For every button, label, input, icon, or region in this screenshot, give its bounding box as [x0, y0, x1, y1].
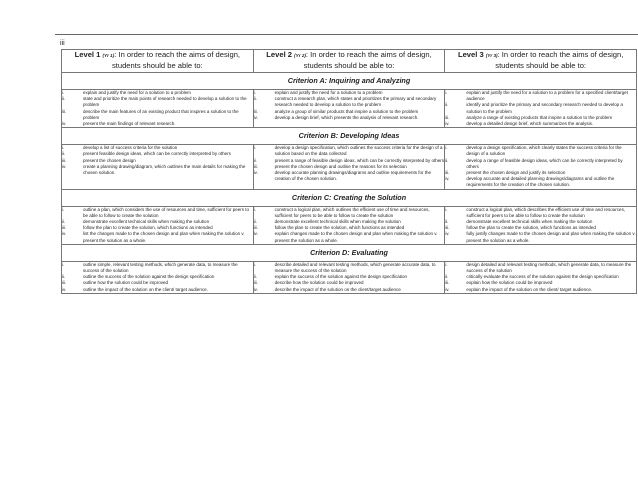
descriptor-text: explain the impact of the solution on the client/ target audience. — [466, 286, 593, 292]
level-title: Level 1 — [74, 50, 101, 59]
descriptor-text: describe the main features of an existing product that inspires a solution to the problem — [83, 108, 239, 120]
descriptor-number: i. — [253, 261, 256, 267]
descriptor-text: present a range of feasible design ideas, which can be correctly interpreted by others — [274, 157, 445, 163]
descriptor-text: develop a design brief, which presents the analysis of relevant research. — [274, 114, 419, 120]
descriptor-number: ii. — [445, 102, 449, 108]
level-1-descriptors — [62, 90, 254, 128]
level-3-header — [445, 50, 637, 73]
page-marker: iii — [60, 40, 65, 47]
descriptor-number: iii. — [445, 114, 450, 120]
descriptor-text: outline the success of the solution against the design specification — [83, 274, 215, 280]
descriptor-item — [254, 145, 445, 157]
descriptor-item — [62, 262, 253, 274]
descriptor-text: explain and justify the need for a solution to a problem — [83, 90, 191, 95]
descriptor-number: iv. — [253, 286, 258, 292]
rubric-table — [61, 49, 637, 294]
descriptor-text: design detailed and relevant testing methods, which generate data, to measure the success of the solution — [466, 261, 632, 274]
criterion-descriptors-row — [62, 90, 637, 128]
descriptor-item — [62, 121, 253, 127]
descriptor-number: iv. — [253, 170, 258, 176]
descriptor-text: explain and justify the need for a solution to a problem — [274, 90, 383, 95]
descriptor-text: demonstrate excellent technical skills when making the solution — [83, 219, 210, 225]
descriptor-number: iv. — [445, 286, 450, 292]
descriptor-text: explain and justify the need for a solution to a problem for a specified client/target audience — [466, 90, 628, 102]
descriptor-number: iv. — [253, 114, 258, 120]
descriptor-text: critically evaluate the success of the solution against the design specification — [466, 274, 619, 280]
descriptor-text: develop a range of feasible design ideas, which can be correctly interpreted by others — [466, 157, 623, 169]
descriptor-text: state and prioritize the main points of research needed to develop a solution to the problem — [83, 96, 247, 108]
descriptor-text: list the changes made to the chosen design and plan when making the solution v. present the solution as a whole. — [83, 231, 245, 243]
descriptor-item — [445, 158, 636, 170]
descriptor-number: iii. — [445, 225, 450, 231]
descriptor-item — [62, 207, 253, 219]
descriptor-number: ii. — [253, 157, 257, 163]
level-2-header — [253, 50, 445, 73]
level-1-descriptors — [62, 206, 254, 244]
level-2-descriptors — [253, 145, 445, 189]
level-intro: : In order to reach the aims of design, students should be able to: — [111, 50, 241, 70]
criterion-header-row — [62, 73, 637, 90]
criterion-header-row — [62, 128, 637, 145]
level-header-row — [62, 50, 637, 73]
level-title: Level 2 — [266, 50, 293, 59]
descriptor-item — [445, 207, 636, 219]
descriptor-text: present the chosen design and justify its selection — [466, 170, 566, 176]
descriptor-number: iii. — [445, 280, 450, 286]
descriptor-item — [254, 262, 445, 274]
descriptor-text: analyze a range of existing products that inspire a solution to the problem — [466, 114, 613, 120]
level-3-descriptors — [445, 90, 637, 128]
level-title: Level 3 — [457, 50, 484, 59]
descriptor-number: ii. — [253, 219, 257, 225]
top-rule — [55, 34, 638, 35]
descriptor-text: follow the plan to create the solution, which functions as intended — [83, 225, 213, 231]
descriptor-item — [254, 287, 445, 293]
descriptor-text: explain the success of the solution against the design specification — [274, 274, 407, 280]
descriptor-number: iii. — [62, 280, 67, 286]
descriptor-item — [62, 287, 253, 293]
descriptor-text: develop a list of success criteria for the solution — [83, 145, 178, 151]
descriptor-number: iii. — [253, 225, 258, 231]
descriptor-number: iv. — [62, 163, 67, 169]
criterion-header-row — [62, 189, 637, 206]
descriptor-text: develop a detailed design brief, which summarizes the analysis. — [466, 121, 594, 127]
criterion-descriptors-row — [62, 261, 637, 293]
descriptor-number: ii. — [62, 274, 66, 280]
descriptor-number: i. — [445, 145, 448, 151]
descriptor-text: explain how the solution could be improved — [466, 280, 553, 286]
descriptor-item — [445, 102, 636, 114]
descriptor-number: iii. — [253, 163, 258, 169]
level-2-descriptors — [253, 261, 445, 293]
descriptor-number: i. — [253, 90, 256, 95]
level-year: (Yr 2) — [294, 53, 306, 58]
criterion-title: Criterion A: Inquiring and Analyzing — [62, 73, 637, 90]
descriptor-number: i. — [253, 206, 256, 212]
descriptor-item — [254, 115, 445, 121]
descriptor-text: demonstrate excellent technical skills when making the solution — [274, 219, 401, 225]
descriptor-text: outline the impact of the solution on the client/ target audience. — [83, 286, 208, 292]
descriptor-number: ii. — [445, 157, 449, 163]
descriptor-item — [445, 90, 636, 102]
level-intro: : In order to reach the aims of design, students should be able to: — [495, 50, 624, 70]
descriptor-text: construct a logical plan, which outlines the efficient use of time and resources, sufficient for peers to be able to follow to create the solution — [274, 206, 430, 218]
descriptor-number: i. — [62, 90, 65, 95]
descriptor-number: i. — [62, 261, 65, 267]
level-intro: : In order to reach the aims of design, students should be able to: — [303, 50, 432, 70]
descriptor-number: iii. — [253, 280, 258, 286]
descriptor-text: present the chosen design and outline the reasons for its selection — [274, 163, 407, 169]
descriptor-number: i. — [62, 145, 65, 151]
descriptor-item — [445, 145, 636, 157]
descriptor-number: ii. — [253, 274, 257, 280]
descriptor-text: outline how the solution could be improved — [83, 280, 169, 286]
descriptor-number: ii. — [445, 219, 449, 225]
level-3-descriptors — [445, 261, 637, 293]
descriptor-number: iv. — [253, 231, 258, 237]
descriptor-text: explain changes made to the chosen design and plan when making the solution v. present the solution as a whole. — [274, 231, 438, 243]
descriptor-text: describe the impact of the solution on the client/target audience — [274, 286, 401, 292]
descriptor-text: outline a plan, which considers the use of resources and time, sufficient for peers to be able to follow to create the solution — [83, 206, 250, 218]
descriptor-number: iii. — [62, 157, 67, 163]
descriptor-number: ii. — [62, 219, 66, 225]
descriptor-text: present feasible design ideas, which can be correctly interpreted by others — [83, 151, 231, 157]
descriptor-item — [254, 96, 445, 108]
descriptor-item — [445, 231, 636, 243]
descriptor-text: describe detailed and relevant testing methods, which generate accurate data, to measure the success of the solution — [274, 261, 436, 274]
descriptor-number: iii. — [62, 108, 67, 114]
descriptor-item — [445, 176, 636, 188]
criterion-header-row — [62, 244, 637, 261]
descriptor-text: develop a design specification, which clearly states the success criteria for the design of a solution — [466, 145, 622, 157]
descriptor-text: develop a design specification, which outlines the success criteria for the design of a solution based on the data collected — [274, 145, 443, 157]
criterion-title: Criterion B: Developing Ideas — [62, 128, 637, 145]
criterion-title: Criterion D: Evaluating — [62, 244, 637, 261]
descriptor-number: iii. — [445, 170, 450, 176]
descriptor-item — [62, 96, 253, 108]
level-1-descriptors — [62, 261, 254, 293]
descriptor-number: iv. — [62, 231, 67, 237]
descriptor-number: iv. — [62, 121, 67, 127]
descriptor-number: i. — [62, 206, 65, 212]
descriptor-text: construct a research plan, which states and prioritizes the primary and secondary research needed to develop a solution to the problem — [274, 96, 437, 108]
criterion-title: Criterion C: Creating the Solution — [62, 189, 637, 206]
descriptor-number: iv. — [445, 176, 450, 182]
criterion-descriptors-row — [62, 145, 637, 189]
descriptor-text: demonstrate excellent technical skills when making the solution — [466, 219, 593, 225]
descriptor-item — [445, 121, 636, 127]
level-3-descriptors — [445, 206, 637, 244]
descriptor-number: iii. — [62, 225, 67, 231]
descriptor-number: ii. — [253, 96, 257, 102]
descriptor-text: present the chosen design — [83, 157, 136, 163]
level-1-descriptors — [62, 145, 254, 189]
descriptor-text: follow the plan to create the solution, which functions as intended — [466, 225, 596, 231]
descriptor-number: iv. — [445, 231, 450, 237]
descriptor-number: iv. — [62, 286, 67, 292]
descriptor-text: outline simple, relevant testing methods, which generate data, to measure the success of the solution — [83, 261, 238, 274]
descriptor-item — [254, 170, 445, 182]
descriptor-number: i. — [445, 206, 448, 212]
descriptor-item — [445, 287, 636, 293]
descriptor-text: describe how the solution could be improved — [274, 280, 364, 286]
level-2-descriptors — [253, 90, 445, 128]
level-year: (Yr 1) — [102, 53, 115, 58]
descriptor-number: i. — [445, 90, 448, 95]
descriptor-text: present the main findings of relevant research. — [83, 121, 176, 127]
descriptor-text: construct a logical plan, which describes the efficient use of time and resources, sufficient for peers to be able to follow to create the solution — [466, 206, 626, 218]
descriptor-item — [62, 231, 253, 243]
descriptor-text: develop accurate planning drawings/diagrams and outline requirements for the creation of the chosen solution. — [274, 170, 432, 182]
descriptor-item — [445, 262, 636, 274]
descriptor-text: fully justify changes made to the chosen design and plan when making the solution v. present the solution as a whole. — [466, 231, 636, 243]
descriptor-text: analyze a group of similar products that inspire a solution to the problem — [274, 108, 419, 114]
criterion-descriptors-row — [62, 206, 637, 244]
descriptor-item — [254, 231, 445, 243]
level-1-header — [62, 50, 254, 73]
descriptor-item — [62, 164, 253, 176]
descriptor-text: identify and prioritize the primary and secondary research needed to develop a solution to the problem — [466, 102, 623, 114]
descriptor-number: i. — [253, 145, 256, 151]
descriptor-number: iii. — [253, 108, 258, 114]
descriptor-number: i. — [445, 261, 448, 267]
descriptor-text: develop accurate and detailed planning drawings/diagrams and outline the requirements for the creation of the chosen solution. — [466, 176, 615, 188]
descriptor-item — [254, 207, 445, 219]
descriptor-item — [62, 109, 253, 121]
level-2-descriptors — [253, 206, 445, 244]
descriptor-text: follow the plan to create the solution, which functions as intended — [274, 225, 405, 231]
descriptor-number: ii. — [62, 151, 66, 157]
descriptor-number: ii. — [445, 274, 449, 280]
descriptor-number: ii. — [62, 96, 66, 102]
level-3-descriptors — [445, 145, 637, 189]
descriptor-text: create a planning drawing/diagram, which outlines the main details for making the chosen solution. — [83, 163, 246, 176]
level-year: (Yr 3) — [485, 53, 498, 58]
descriptor-number: iv. — [445, 121, 450, 127]
